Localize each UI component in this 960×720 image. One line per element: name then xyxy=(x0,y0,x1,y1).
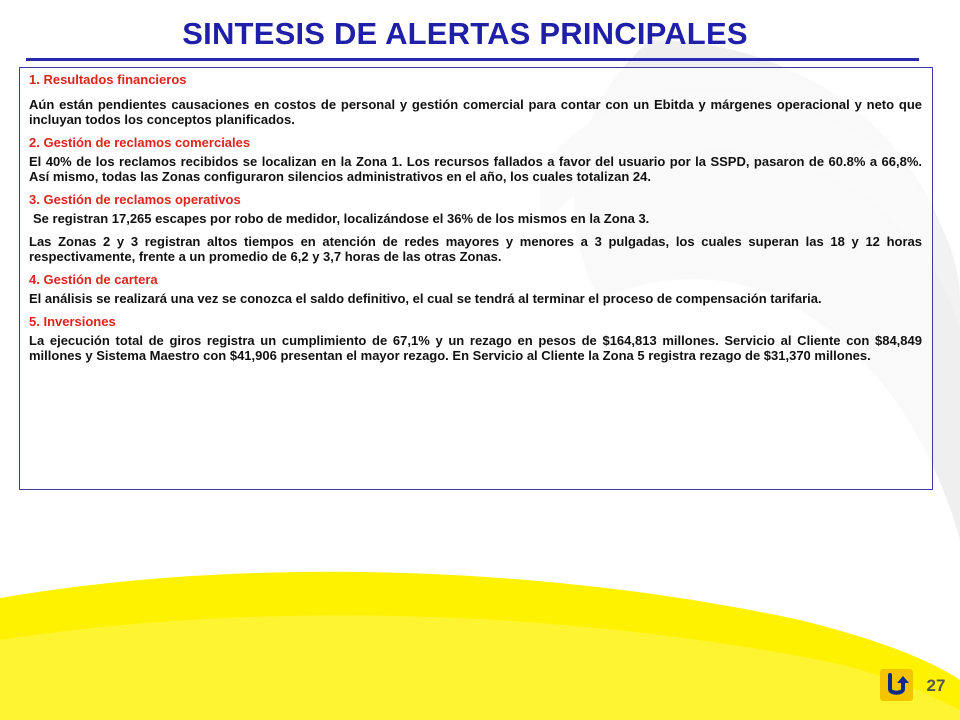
section-paragraph: Las Zonas 2 y 3 registran altos tiempos en atención de redes mayores y menores a 3 pulgadas, los cuales superan las 18 y 12 horas respectivamente, frente a un promedio de 6,2 y 3,7 horas de las otras Zonas. xyxy=(29,234,922,264)
section-paragraph: Aún están pendientes causaciones en costos de personal y gestión comercial para contar con un Ebitda y márgenes operacional y neto que incluyan todos los conceptos planificados. xyxy=(29,97,922,127)
section-resultados-financieros xyxy=(29,72,922,127)
section-heading: 3. Gestión de reclamos operativos xyxy=(29,192,241,207)
page-number: 27 xyxy=(926,676,946,695)
section-reclamos-comerciales xyxy=(29,135,922,184)
section-paragraph: Se registran 17,265 escapes por robo de medidor, localizándose el 36% de los mismos en la Zona 3. xyxy=(33,211,650,226)
section-paragraph: La ejecución total de giros registra un cumplimiento de 67,1% y un rezago en pesos de $164,813 millones. Servicio al Cliente con $84,849 millones y Sistema Maestro con $41,906 presentan el mayor rezago. En Servicio al Cliente la Zona 5 registra rezago de $31,370 millones. xyxy=(29,333,922,363)
title-underline xyxy=(26,58,919,61)
section-paragraph: El 40% de los reclamos recibidos se localizan en la Zona 1. Los recursos fallados a favor del usuario por la SSPD, pasaron de 60.8% a 66,8%. Así mismo, todas las Zonas configuraron silencios administrativos en el año, los cuales totalizan 24. xyxy=(29,154,922,184)
section-paragraph: El análisis se realizará una vez se conozca el saldo definitivo, el cual se tendrá al terminar el proceso de compensación tarifaria. xyxy=(29,291,822,306)
section-heading: 5. Inversiones xyxy=(29,314,116,329)
u-turn-arrow-icon xyxy=(880,669,913,701)
section-inversiones xyxy=(29,314,922,363)
section-heading: 4. Gestión de cartera xyxy=(29,272,158,287)
section-heading: 1. Resultados financieros xyxy=(29,72,187,87)
section-reclamos-operativos xyxy=(29,192,922,264)
section-gestion-cartera xyxy=(29,272,922,306)
alerts-content-box xyxy=(19,67,933,490)
section-heading: 2. Gestión de reclamos comerciales xyxy=(29,135,251,150)
page-title: SINTESIS DE ALERTAS PRINCIPALES xyxy=(182,16,748,51)
